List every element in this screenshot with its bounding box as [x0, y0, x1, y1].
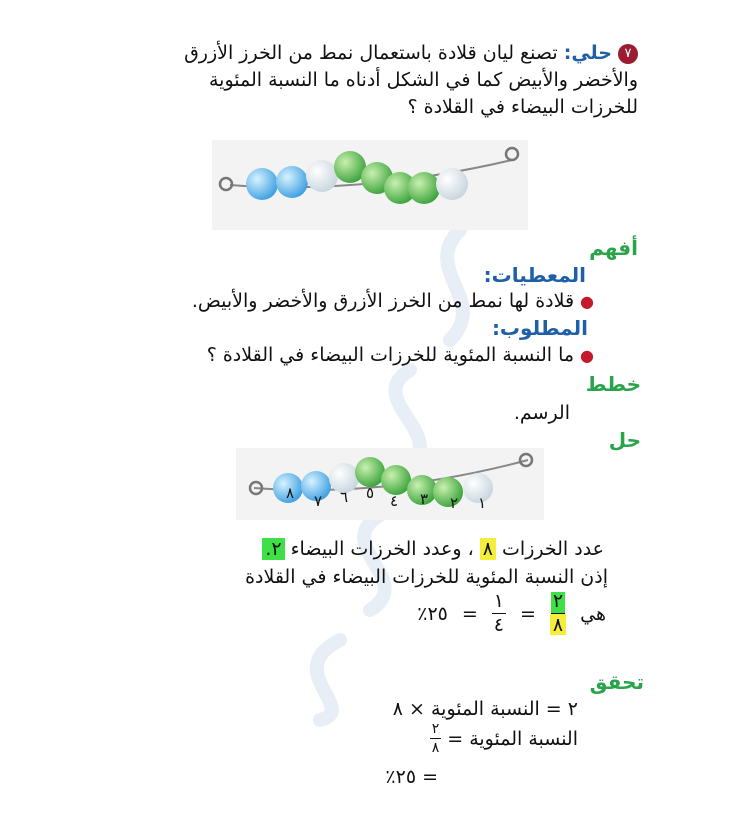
question-text-2: والأخضر والأبيض كما في الشكل أدناه ما النسبة المئوية: [208, 69, 638, 91]
fraction-1-4: $\frac{١}{٤}$: [493, 590, 504, 636]
bead-number-3: ٣: [419, 490, 429, 508]
bullet-icon: ●: [580, 346, 594, 365]
understand-heading: أفهم: [589, 236, 638, 260]
check-fraction: $\frac{٢}{٨}$: [431, 721, 440, 756]
plan-text: الرسم.: [513, 402, 570, 424]
question-text-3: للخرزات البيضاء في القلادة ؟: [407, 96, 638, 118]
bead-number-5: ٥: [365, 484, 375, 502]
required-item: ●ما النسبة المئوية للخرزات البيضاء في القلادة ؟: [206, 344, 594, 366]
question-text-1: تصنع ليان قلادة باستعمال نمط من الخرز الأزرق: [184, 42, 558, 64]
solve-line-1: عدد الخرزات ٨ ، وعدد الخرزات البيضاء ٢.: [262, 538, 604, 560]
solve-equation: هي $\frac{٢}{٨}$ = $\frac{١}{٤}$ = ٢٥٪: [417, 590, 606, 636]
required-heading: المطلوب:: [491, 316, 588, 340]
bead-number-6: ٦: [339, 488, 349, 506]
question-label: حلي: [571, 42, 612, 64]
numbered-necklace-image: [236, 448, 544, 520]
bead-number-2: ٢: [449, 494, 459, 512]
solve-word-hiya: هي: [580, 602, 606, 625]
necklace-image: [212, 140, 528, 230]
check-line-1: ٢ = النسبة المئوية × ٨: [392, 698, 578, 720]
white-count-value: ٢.: [262, 538, 284, 560]
givens-item: ●قلادة لها نمط من الخرز الأزرق والأخضر والأبيض.: [191, 290, 594, 312]
check-heading: تحقق: [589, 670, 644, 694]
solve-heading: حل: [608, 428, 641, 452]
bullet-icon: ●: [580, 292, 594, 311]
question-number-badge: ٧: [618, 44, 638, 64]
bead-count-value: ٨: [480, 538, 496, 560]
plan-heading: خطط: [585, 372, 641, 396]
bead-number-7: ٧: [313, 492, 323, 510]
fraction-2-8: $\frac{٢}{٨}$: [550, 592, 566, 635]
bead-number-4: ٤: [389, 492, 399, 510]
solve-line-2: إذن النسبة المئوية للخرزات البيضاء في القلادة: [245, 566, 608, 588]
bead-number-1: ١: [477, 494, 487, 512]
question-line-1: ٧حلي: تصنع ليان قلادة باستعمال نمط من الخرز الأزرق: [184, 40, 638, 67]
bead-number-8: ٨: [285, 484, 295, 502]
solve-result: ٢٥٪: [417, 602, 448, 625]
check-line-2: النسبة المئوية = $\frac{٢}{٨}$: [431, 721, 578, 756]
givens-heading: المعطيات:: [483, 263, 586, 287]
check-line-3: = ٢٥٪: [385, 766, 438, 788]
